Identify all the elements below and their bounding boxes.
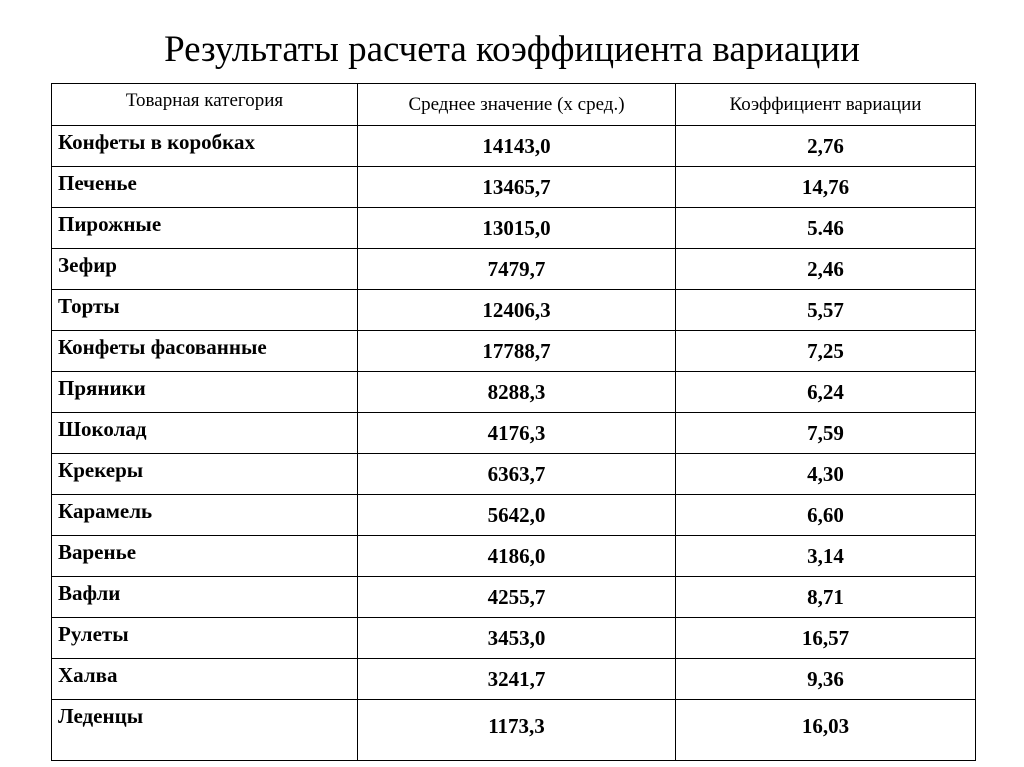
category-cell: Варенье (52, 536, 358, 577)
cv-cell: 6,60 (676, 495, 976, 536)
cv-cell: 2,46 (676, 249, 976, 290)
table-header-row (52, 84, 976, 126)
category-cell: Конфеты в коробках (52, 126, 358, 167)
mean-cell: 14143,0 (358, 126, 676, 167)
table-row (52, 167, 976, 208)
category-cell: Халва (52, 659, 358, 700)
cv-cell: 3,14 (676, 536, 976, 577)
cv-cell: 16,57 (676, 618, 976, 659)
cv-cell: 5.46 (676, 208, 976, 249)
cv-cell: 5,57 (676, 290, 976, 331)
table-row (52, 372, 976, 413)
category-cell: Зефир (52, 249, 358, 290)
cv-cell: 7,59 (676, 413, 976, 454)
category-cell: Пирожные (52, 208, 358, 249)
table-row (52, 700, 976, 761)
cv-cell: 4,30 (676, 454, 976, 495)
category-cell: Торты (52, 290, 358, 331)
mean-cell: 12406,3 (358, 290, 676, 331)
header-cv: Коэффициент вариации (676, 84, 976, 126)
mean-cell: 4186,0 (358, 536, 676, 577)
table-row (52, 249, 976, 290)
header-category: Товарная категория (52, 84, 358, 126)
category-cell: Крекеры (52, 454, 358, 495)
category-cell: Вафли (52, 577, 358, 618)
category-cell: Конфеты фасованные (52, 331, 358, 372)
table-row (52, 577, 976, 618)
table-row (52, 331, 976, 372)
mean-cell: 8288,3 (358, 372, 676, 413)
category-cell: Леденцы (52, 700, 358, 761)
mean-cell: 7479,7 (358, 249, 676, 290)
table-row (52, 126, 976, 167)
mean-cell: 5642,0 (358, 495, 676, 536)
mean-cell: 3241,7 (358, 659, 676, 700)
mean-cell: 13465,7 (358, 167, 676, 208)
cv-cell: 2,76 (676, 126, 976, 167)
table-row (52, 618, 976, 659)
variation-table (51, 83, 976, 761)
mean-cell: 13015,0 (358, 208, 676, 249)
category-cell: Рулеты (52, 618, 358, 659)
table-row (52, 208, 976, 249)
category-cell: Печенье (52, 167, 358, 208)
page-title: Результаты расчета коэффициента вариации (164, 29, 860, 70)
mean-cell: 17788,7 (358, 331, 676, 372)
category-cell: Пряники (52, 372, 358, 413)
cv-cell: 14,76 (676, 167, 976, 208)
mean-cell: 6363,7 (358, 454, 676, 495)
category-cell: Шоколад (52, 413, 358, 454)
table-row (52, 290, 976, 331)
category-cell: Карамель (52, 495, 358, 536)
mean-cell: 1173,3 (358, 700, 676, 761)
cv-cell: 16,03 (676, 700, 976, 761)
cv-cell: 7,25 (676, 331, 976, 372)
table-row (52, 495, 976, 536)
header-mean: Среднее значение (х сред.) (358, 84, 676, 126)
mean-cell: 4255,7 (358, 577, 676, 618)
table-row (52, 413, 976, 454)
cv-cell: 6,24 (676, 372, 976, 413)
mean-cell: 4176,3 (358, 413, 676, 454)
table-row (52, 536, 976, 577)
table-row (52, 454, 976, 495)
cv-cell: 9,36 (676, 659, 976, 700)
table-row (52, 659, 976, 700)
cv-cell: 8,71 (676, 577, 976, 618)
mean-cell: 3453,0 (358, 618, 676, 659)
